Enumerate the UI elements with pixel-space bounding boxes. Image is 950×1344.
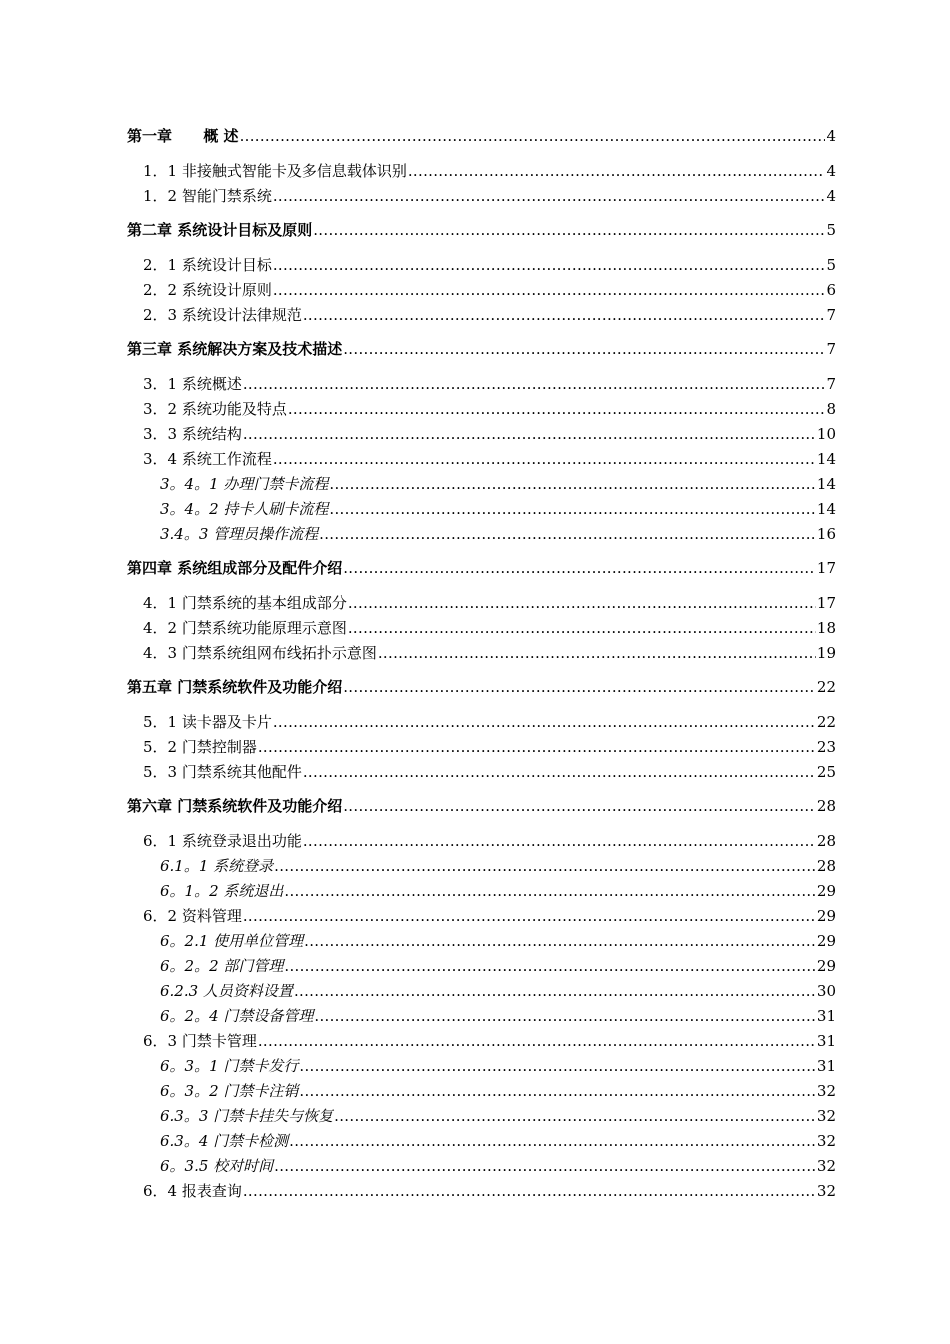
toc-page-number: 25 — [816, 763, 836, 781]
dot-leader — [343, 557, 816, 579]
toc-page-number: 31 — [816, 1007, 836, 1025]
toc-subsection-entry[interactable] — [127, 473, 836, 495]
toc-section-entry[interactable] — [127, 279, 836, 301]
toc-entry-label: 1．2 智能门禁系统 — [143, 187, 272, 205]
dot-leader — [329, 498, 816, 520]
dot-leader — [258, 1030, 816, 1052]
toc-entry-label: 5．2 门禁控制器 — [143, 738, 257, 756]
dot-leader — [319, 523, 816, 545]
dot-leader — [258, 736, 816, 758]
toc-subsection-entry[interactable] — [127, 1080, 836, 1102]
toc-page-number: 14 — [816, 450, 836, 468]
toc-section-entry[interactable] — [127, 304, 836, 326]
toc-page-number: 14 — [816, 500, 836, 518]
toc-page-number: 32 — [816, 1107, 836, 1125]
toc-entry-label: 5．3 门禁系统其他配件 — [143, 763, 302, 781]
toc-entry-label: 6．2 资料管理 — [143, 907, 242, 925]
toc-page-number: 28 — [816, 857, 836, 875]
toc-entry-label: 3．2 系统功能及特点 — [143, 400, 287, 418]
toc-page-number: 31 — [816, 1057, 836, 1075]
toc-chapter-entry[interactable] — [127, 676, 836, 698]
toc-entry-label: 4．1 门禁系统的基本组成部分 — [143, 594, 347, 612]
toc-page-number: 32 — [816, 1182, 836, 1200]
toc-section-entry[interactable] — [127, 373, 836, 395]
toc-page-number: 23 — [816, 738, 836, 756]
dot-leader — [299, 1055, 816, 1077]
toc-entry-label: 2．3 系统设计法律规范 — [143, 306, 302, 324]
toc-subsection-entry[interactable] — [127, 980, 836, 1002]
toc-page-number: 29 — [816, 932, 836, 950]
toc-subsection-entry[interactable] — [127, 1155, 836, 1177]
dot-leader — [284, 955, 816, 977]
toc-entry-label: 3.4。3 管理员操作流程 — [160, 525, 319, 543]
dot-leader — [329, 473, 816, 495]
toc-page-number: 4 — [826, 127, 836, 145]
toc-page-number: 22 — [816, 713, 836, 731]
toc-entry-label: 6．4 报表查询 — [143, 1182, 242, 1200]
toc-page-number: 14 — [816, 475, 836, 493]
dot-leader — [313, 219, 825, 241]
toc-section-entry[interactable] — [127, 642, 836, 664]
toc-entry-label: 第三章 系统解决方案及技术描述 — [127, 340, 343, 358]
toc-section-entry[interactable] — [127, 1180, 836, 1202]
toc-entry-label: 1．1 非接触式智能卡及多信息载体识别 — [143, 162, 407, 180]
toc-entry-label: 6。1。2 系统退出 — [160, 882, 284, 900]
toc-page-number: 29 — [816, 882, 836, 900]
toc-entry-label: 第四章 系统组成部分及配件介绍 — [127, 559, 343, 577]
toc-page-number: 32 — [816, 1157, 836, 1175]
toc-section-entry[interactable] — [127, 830, 836, 852]
dot-leader — [303, 830, 816, 852]
toc-entry-label: 3．3 系统结构 — [143, 425, 242, 443]
dot-leader — [273, 711, 816, 733]
toc-entry-label: 3。4。1 办理门禁卡流程 — [160, 475, 329, 493]
toc-entry-label: 3．4 系统工作流程 — [143, 450, 272, 468]
toc-section-entry[interactable] — [127, 448, 836, 470]
toc-page-number: 4 — [826, 162, 836, 180]
dot-leader — [343, 795, 816, 817]
toc-entry-label: 2．1 系统设计目标 — [143, 256, 272, 274]
toc-entry-label: 第六章 门禁系统软件及功能介绍 — [127, 797, 343, 815]
toc-section-entry[interactable] — [127, 1030, 836, 1052]
toc-page-number: 7 — [826, 375, 836, 393]
dot-leader — [294, 980, 816, 1002]
toc-section-entry[interactable] — [127, 711, 836, 733]
dot-leader — [243, 905, 816, 927]
toc-page-number: 7 — [826, 340, 836, 358]
toc-page-number: 30 — [816, 982, 836, 1000]
toc-section-entry[interactable] — [127, 160, 836, 182]
toc-subsection-entry[interactable] — [127, 880, 836, 902]
toc-page-number: 32 — [816, 1082, 836, 1100]
toc-page-number: 28 — [816, 797, 836, 815]
toc-section-entry[interactable] — [127, 617, 836, 639]
dot-leader — [348, 592, 816, 614]
toc-page-number: 4 — [826, 187, 836, 205]
toc-subsection-entry[interactable] — [127, 498, 836, 520]
toc-section-entry[interactable] — [127, 736, 836, 758]
toc-page-number: 5 — [826, 256, 836, 274]
toc-page-number: 29 — [816, 907, 836, 925]
toc-entry-label: 6．1 系统登录退出功能 — [143, 832, 302, 850]
dot-leader — [303, 304, 826, 326]
toc-subsection-entry[interactable] — [127, 523, 836, 545]
toc-subsection-entry[interactable] — [127, 1105, 836, 1127]
dot-leader — [303, 761, 816, 783]
dot-leader — [348, 617, 816, 639]
dot-leader — [408, 160, 826, 182]
toc-section-entry[interactable] — [127, 905, 836, 927]
toc-subsection-entry[interactable] — [127, 1055, 836, 1077]
dot-leader — [378, 642, 816, 664]
toc-page-number: 17 — [816, 559, 836, 577]
toc-entry-label: 6。3.5 校对时间 — [160, 1157, 274, 1175]
toc-entry-label: 3。4。2 持卡人刷卡流程 — [160, 500, 329, 518]
toc-section-entry[interactable] — [127, 254, 836, 276]
toc-page-number: 28 — [816, 832, 836, 850]
toc-page-number: 5 — [826, 221, 836, 239]
toc-page-number: 32 — [816, 1132, 836, 1150]
toc-page-number: 31 — [816, 1032, 836, 1050]
toc-page-number: 10 — [816, 425, 836, 443]
dot-leader — [274, 855, 816, 877]
toc-chapter-entry[interactable] — [127, 557, 836, 579]
toc-section-entry[interactable] — [127, 398, 836, 420]
toc-subsection-entry[interactable] — [127, 955, 836, 977]
dot-leader — [304, 930, 816, 952]
toc-entry-label: 6．3 门禁卡管理 — [143, 1032, 257, 1050]
dot-leader — [284, 880, 816, 902]
toc-subsection-entry[interactable] — [127, 930, 836, 952]
toc-subsection-entry[interactable] — [127, 855, 836, 877]
toc-entry-label: 4．2 门禁系统功能原理示意图 — [143, 619, 347, 637]
dot-leader — [243, 1180, 816, 1202]
toc-entry-label: 4．3 门禁系统组网布线拓扑示意图 — [143, 644, 377, 662]
toc-entry-label: 3．1 系统概述 — [143, 375, 242, 393]
toc-chapter-entry[interactable] — [127, 125, 836, 147]
dot-leader — [243, 373, 826, 395]
dot-leader — [288, 398, 826, 420]
dot-leader — [314, 1005, 816, 1027]
toc-entry-label: 6。2。4 门禁设备管理 — [160, 1007, 314, 1025]
toc-entry-label: 5．1 读卡器及卡片 — [143, 713, 272, 731]
toc-section-entry[interactable] — [127, 761, 836, 783]
toc-entry-label: 6。3。1 门禁卡发行 — [160, 1057, 299, 1075]
dot-leader — [273, 448, 816, 470]
toc-page-number: 6 — [826, 281, 836, 299]
dot-leader — [299, 1080, 816, 1102]
dot-leader — [334, 1105, 816, 1127]
dot-leader — [274, 1155, 816, 1177]
toc-entry-label: 6.1。1 系统登录 — [160, 857, 274, 875]
toc-page-number: 17 — [816, 594, 836, 612]
toc-entry-label: 6.3。3 门禁卡挂失与恢复 — [160, 1107, 334, 1125]
toc-subsection-entry[interactable] — [127, 1005, 836, 1027]
dot-leader — [240, 125, 826, 147]
toc-entry-label: 第五章 门禁系统软件及功能介绍 — [127, 678, 343, 696]
toc-entry-label: 6.3。4 门禁卡检测 — [160, 1132, 289, 1150]
toc-page-number: 7 — [826, 306, 836, 324]
toc-page-number: 18 — [816, 619, 836, 637]
toc-entry-label: 2．2 系统设计原则 — [143, 281, 272, 299]
toc-page-number: 16 — [816, 525, 836, 543]
dot-leader — [273, 185, 826, 207]
toc-entry-label: 第一章 概 述 — [127, 127, 239, 145]
toc-chapter-entry[interactable] — [127, 219, 836, 241]
dot-leader — [243, 423, 816, 445]
dot-leader — [343, 676, 816, 698]
toc-section-entry[interactable] — [127, 592, 836, 614]
toc-page-number: 22 — [816, 678, 836, 696]
toc-entry-label: 6。2.1 使用单位管理 — [160, 932, 304, 950]
toc-entry-label: 6.2.3 人员资料设置 — [160, 982, 293, 1000]
dot-leader — [273, 279, 826, 301]
toc-subsection-entry[interactable] — [127, 1130, 836, 1152]
dot-leader — [289, 1130, 816, 1152]
dot-leader — [273, 254, 826, 276]
toc-entry-label: 第二章 系统设计目标及原则 — [127, 221, 313, 239]
toc-entry-label: 6。3。2 门禁卡注销 — [160, 1082, 299, 1100]
toc-page-number: 29 — [816, 957, 836, 975]
toc-page-number: 8 — [826, 400, 836, 418]
toc-section-entry[interactable] — [127, 423, 836, 445]
toc-page-number: 19 — [816, 644, 836, 662]
toc-chapter-entry[interactable] — [127, 338, 836, 360]
dot-leader — [343, 338, 825, 360]
toc-section-entry[interactable] — [127, 185, 836, 207]
toc-entry-label: 6。2。2 部门管理 — [160, 957, 284, 975]
toc-chapter-entry[interactable] — [127, 795, 836, 817]
